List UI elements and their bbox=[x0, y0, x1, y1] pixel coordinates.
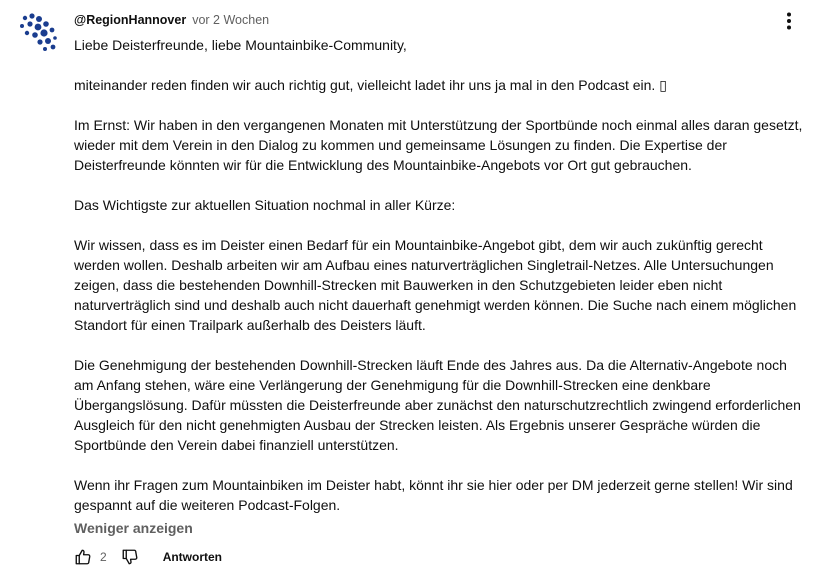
thumb-down-icon bbox=[121, 548, 139, 566]
avatar[interactable] bbox=[18, 12, 58, 52]
like-count: 2 bbox=[100, 550, 107, 564]
reply-button[interactable]: Antworten bbox=[162, 550, 223, 564]
comment-paragraph: Die Genehmigung der bestehenden Downhill-Strecken läuft Ende des Jahres aus. Da die Alternativ-Angebote noch am Anfang stehen, wäre eine Verlängerung der Genehmigung für die Downhill-Strecken eine denkbare Übergangslösung. Dafür müssten die Deisterfreunde aber zunächst den naturschutzrechtlich zwingend erforderlichen Ausgleich für den nicht genehmigten Ausbau der Strecken leisten. Als Ergebnis unserer Gespräche würden die Sportbünde den Verein dabei finanziell unterstützen. bbox=[74, 357, 801, 453]
dislike-button[interactable] bbox=[119, 546, 141, 568]
thumb-up-icon bbox=[74, 548, 92, 566]
comment-paragraph: Im Ernst: Wir haben in den vergangenen Monaten mit Unterstützung der Sportbünde noch einmal alles daran gesetzt, wieder mit dem Verein in den Dialog zu kommen und gemeinsame Lösungen zu finden. Die Expertise der Deisterfreunde könnten wir für die Entwicklung des Mountainbike-Angebots vor Ort gut gebrauchen. bbox=[74, 117, 803, 173]
comment-paragraph: Liebe Deisterfreunde, liebe Mountainbike-Community, bbox=[74, 37, 407, 53]
comment-actions bbox=[72, 545, 222, 569]
show-less-button[interactable]: Weniger anzeigen bbox=[74, 520, 193, 536]
comment-header bbox=[74, 13, 269, 29]
comment-time[interactable]: vor 2 Wochen bbox=[192, 13, 270, 27]
comment-paragraph: Wir wissen, dass es im Deister einen Bedarf für ein Mountainbike-Angebot gibt, dem wir auch zukünftig gerecht werden wollen. Deshalb arbeiten wir am Aufbau eines naturverträglichen Singletrail-Netzes. Alle Untersuchungen zeigen, dass die bestehenden Downhill-Strecken mit Bauwerken in den Schutzgebieten leider eben nicht naturverträglich sind und deshalb auch nicht dauerhaft genehmigt werden können. Die Suche nach einem möglichen Standort für einen Trailpark außerhalb des Deisters läuft. bbox=[74, 237, 797, 333]
comment-text bbox=[74, 35, 809, 515]
comment-paragraph: miteinander reden finden wir auch richtig gut, vielleicht ladet ihr uns ja mal in den Podcast ein. ▯ bbox=[74, 77, 667, 93]
more-vertical-icon bbox=[786, 12, 792, 30]
more-actions-button[interactable] bbox=[776, 8, 802, 34]
region-hannover-logo-icon bbox=[18, 12, 58, 52]
like-button[interactable] bbox=[72, 546, 94, 568]
comment-paragraph: Das Wichtigste zur aktuellen Situation nochmal in aller Kürze: bbox=[74, 197, 456, 213]
author-name[interactable]: @RegionHannover bbox=[74, 13, 187, 27]
comment-paragraph: Wenn ihr Fragen zum Mountainbiken im Deister habt, könnt ihr sie hier oder per DM jederzeit gerne stellen! Wir sind gespannt auf die weiteren Podcast-Folgen. bbox=[74, 477, 793, 513]
